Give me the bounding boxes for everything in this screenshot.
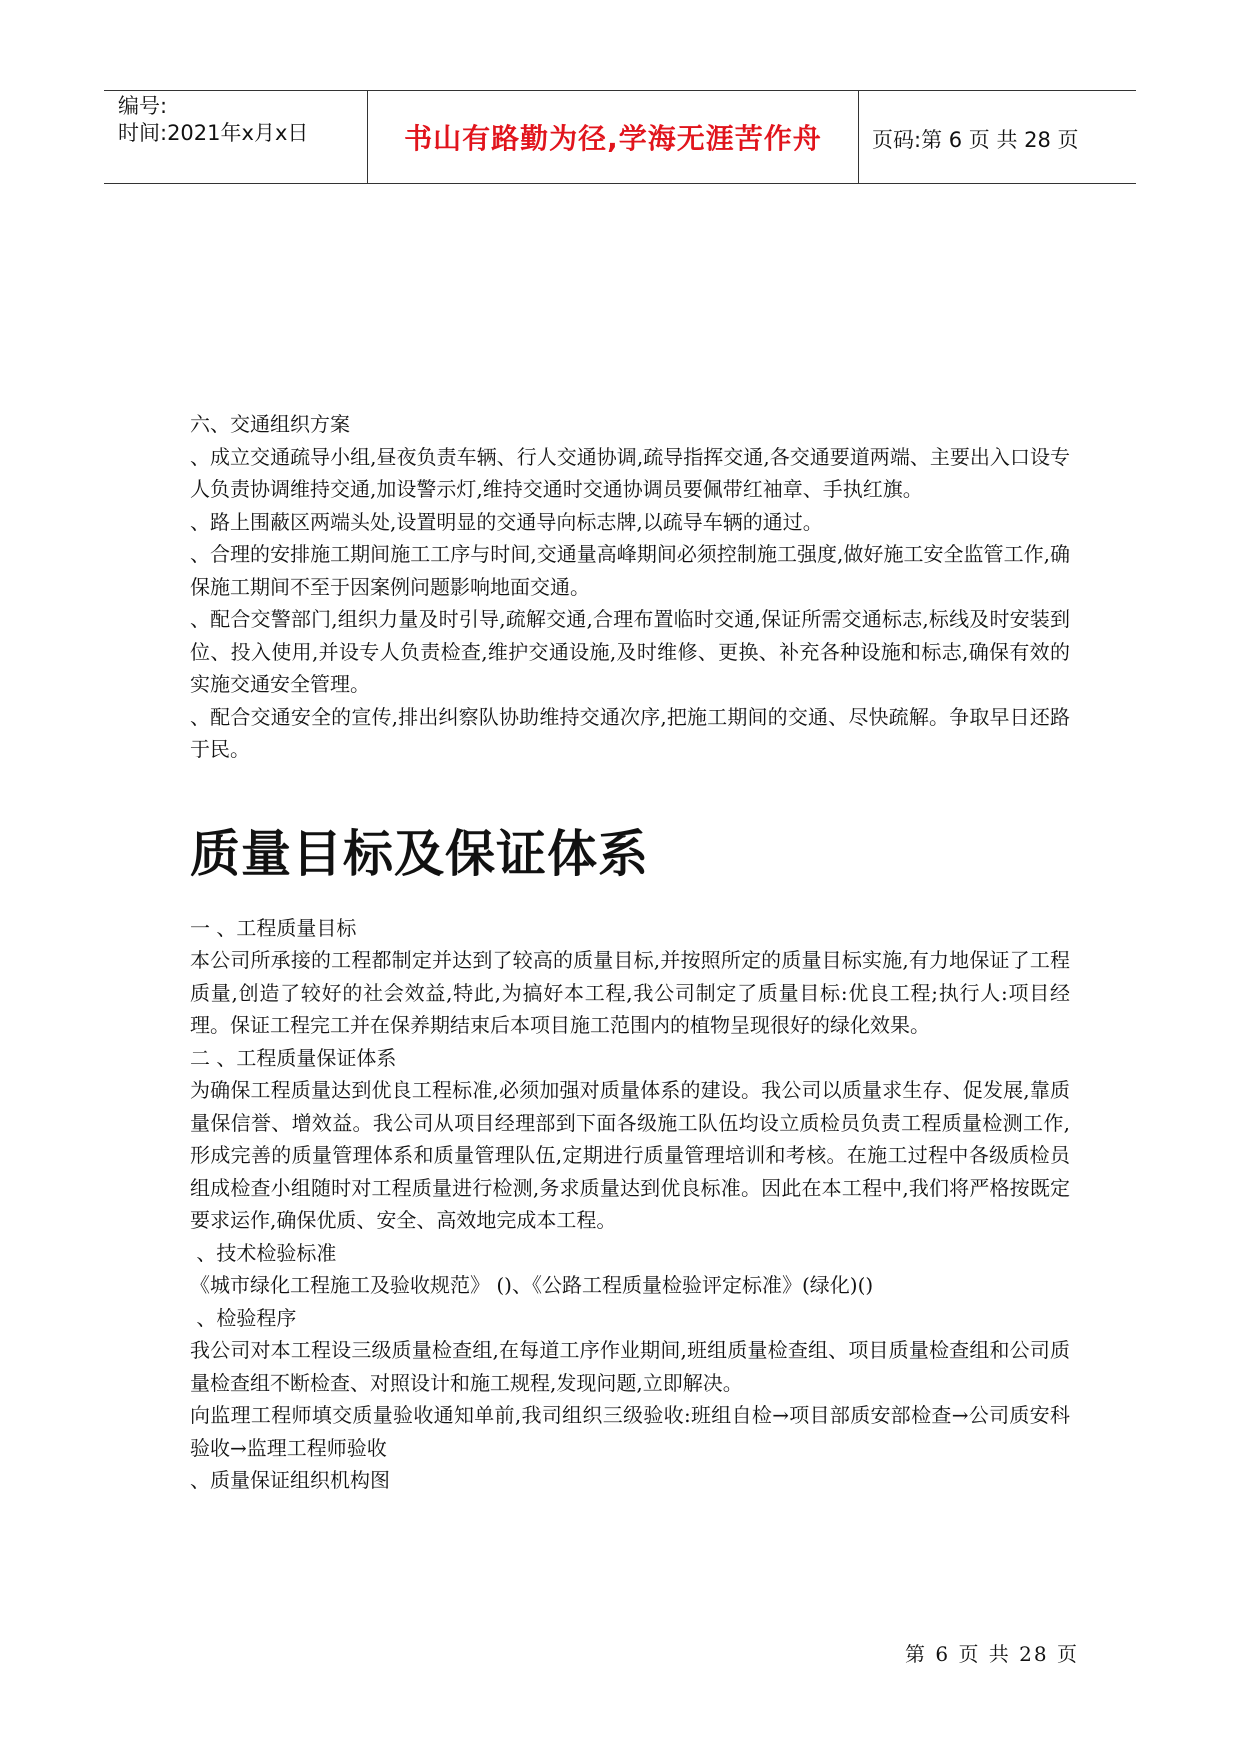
header-bottom-rule	[104, 183, 1136, 184]
footer-page-number: 第 6 页 共 28 页	[905, 1642, 1079, 1666]
header-motto: 书山有路勤为径,学海无涯苦作舟	[404, 122, 822, 155]
paragraph: 、成立交通疏导小组,昼夜负责车辆、行人交通协调,疏导指挥交通,各交通要道两端、主要出入口设专人负责协调维持交通,加设警示灯,维持交通时交通协调员要佩带红袖章、手执红旗。	[190, 444, 1070, 501]
paragraph: 、合理的安排施工期间施工工序与时间,交通量高峰期间必须控制施工强度,做好施工安全监管工作,确保施工期间不至于因案例问题影响地面交通。	[190, 542, 1070, 599]
header-meta	[118, 93, 308, 147]
paragraph: 为确保工程质量达到优良工程标准,必须加强对质量体系的建设。我公司以质量求生存、促发展,靠质量保信誉、增效益。我公司从项目经理部到下面各级施工队伍均设立质检员负责工程质量检测工作,形成完善的质量管理体系和质量管理队伍,定期进行质量管理培训和考核。在施工过程中各级质检员组成检查小组随时对工程质量进行检测,务求质量达到优良标准。因此在本工程中,我们将严格按既定要求运作,确保优质、安全、高效地完成本工程。	[190, 1078, 1070, 1232]
paragraph: 、路上围蔽区两端头处,设置明显的交通导向标志牌,以疏导车辆的通过。	[190, 509, 823, 534]
section-heading-traffic: 六、交通组织方案	[190, 412, 350, 436]
document-body	[190, 408, 1070, 1497]
paragraph: 向监理工程师填交质量验收通知单前,我司组织三级验收:班组自检→项目部质安部检查→公司质安科验收→监理工程师验收	[190, 1403, 1070, 1460]
header-top-rule	[104, 90, 1136, 91]
subheading: 、检验程序	[190, 1305, 297, 1330]
paragraph: 、配合交通安全的宣传,排出纠察队协助维持交通次序,把施工期间的交通、尽快疏解。争取早日还路于民。	[190, 704, 1070, 761]
subheading: 、质量保证组织机构图	[190, 1468, 390, 1492]
paragraph: 我公司对本工程设三级质量检查组,在每道工序作业期间,班组质量检查组、项目质量检查组和公司质量检查组不断检查、对照设计和施工规程,发现问题,立即解决。	[190, 1338, 1070, 1395]
subheading: 一 、工程质量目标	[190, 915, 357, 940]
subheading: 、技术检验标准	[190, 1240, 337, 1265]
header-divider-right	[858, 90, 859, 183]
section-title-quality: 质量目标及保证体系	[190, 824, 649, 883]
paragraph: 、配合交警部门,组织力量及时引导,疏解交通,合理布置临时交通,保证所需交通标志,标线及时安装到位、投入使用,并设专人负责检查,维护交通设施,及时维修、更换、补充各种设施和标志,确保有效的实施交通安全管理。	[190, 607, 1070, 696]
subheading: 二 、工程质量保证体系	[190, 1045, 397, 1070]
document-time-label: 时间:2021年x月x日	[118, 121, 309, 145]
header-page-info: 页码:第 6 页 共 28 页	[872, 128, 1079, 152]
paragraph: 《城市绿化工程施工及验收规范》 ()、《公路工程质量检验评定标准》(绿化)()	[190, 1273, 874, 1297]
document-number-label: 编号:	[118, 94, 168, 118]
paragraph: 本公司所承接的工程都制定并达到了较高的质量目标,并按照所定的质量目标实施,有力地保证了工程质量,创造了较好的社会效益,特此,为搞好本工程,我公司制定了质量目标:优良工程;执行人:项目经理。保证工程完工并在保养期结束后本项目施工范围内的植物呈现很好的绿化效果。	[190, 948, 1070, 1037]
